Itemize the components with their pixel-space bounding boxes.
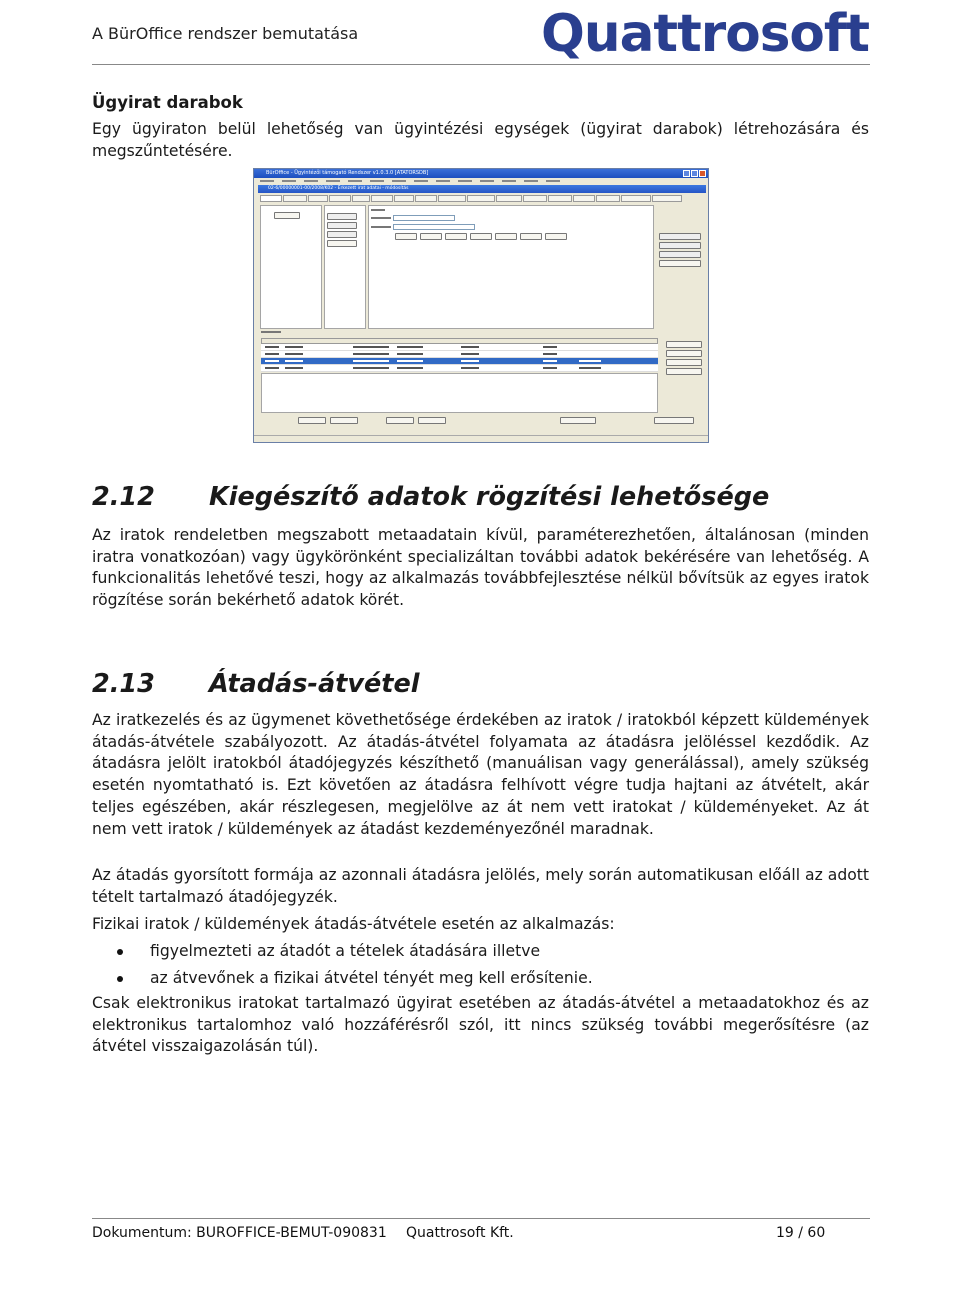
svg-text:Quattrosoft: Quattrosoft <box>541 4 870 64</box>
record-window-title-bar <box>258 185 706 193</box>
record-window-title: 02-6/00000001-00/2008/K02 - Érkezett irat adatai - módosítás <box>268 186 409 191</box>
paragraph-2-13-3: Fizikai iratok / küldemények átadás-átvétele esetén az alkalmazás: <box>92 915 615 933</box>
bullet-list <box>92 938 869 992</box>
list-item: az átvevőnek a fizikai átvétel tényét meg kell erősítenie. <box>92 965 869 992</box>
app-title: BürOffice - Ügyintézői támogató Rendszer v1.0.3.0 [ATATORSDB] <box>266 170 429 176</box>
bullet-icon <box>117 949 123 955</box>
app-title-bar <box>254 169 708 178</box>
table-row <box>261 358 658 365</box>
paragraph-2-13-1: Az iratkezelés és az ügymenet követhetősége érdekében az iratok / iratokból képzett küldemények átadás-átvétele szabályozott. Az átadás-átvétel folyamata az átadásra jelöléssel kezdődik. Az átadásra jelölt iratokból átadójegyzés készíthető (manuálisan vagy generálással), amely szükség esetén nyomtatható is. Ezt követően az átadásra felhívott végre tudja hajtani az átvételt, akár teljes egészében, akár részlegesen, megjelölve az át nem vett iratokat / küldeményeket. Az át nem vett iratok / küldemények az átadást kezdeményezőnél maradnak. <box>92 711 869 838</box>
left-tree-pane <box>260 205 322 329</box>
app-menu-bar <box>254 178 708 184</box>
heading-text: Átadás-átvétel <box>209 669 420 699</box>
section-heading-ugyirat: Ügyirat darabok <box>92 93 243 112</box>
table-row <box>261 351 658 358</box>
maximize-icon <box>691 170 698 177</box>
paragraph-2-13-2: Az átadás gyorsított formája az azonnali átadásra jelölés, mely során automatikusan előáll az adott tételt tartalmazó átadójegyzék. <box>92 866 869 906</box>
record-tabs <box>260 195 704 203</box>
list-item: figyelmezteti az átadót a tételek átadására illetve <box>92 938 869 965</box>
table-row <box>261 365 658 372</box>
table-row <box>261 344 658 351</box>
screenshot-button <box>274 212 300 219</box>
footer-document-id: Dokumentum: BUROFFICE-BEMUT-090831 <box>92 1225 387 1241</box>
heading-2-13 <box>92 669 420 699</box>
heading-2-12 <box>92 482 769 512</box>
paragraph-ugyirat: Egy ügyiraton belül lehetőség van ügyintézési egységek (ügyirat darabok) létrehozására és megszűntetésére. <box>92 120 869 160</box>
bullet-icon <box>117 976 123 982</box>
minimize-icon <box>683 170 690 177</box>
heading-number: 2.12 <box>92 482 155 512</box>
footer-company: Quattrosoft Kft. <box>406 1225 514 1241</box>
application-screenshot <box>253 168 709 443</box>
header-divider <box>92 64 870 65</box>
status-bar <box>254 435 708 442</box>
footer-divider <box>92 1218 870 1219</box>
heading-number: 2.13 <box>92 669 155 699</box>
header-title: A BürOffice rendszer bemutatása <box>92 24 359 43</box>
heading-text: Kiegészítő adatok rögzítési lehetősége <box>209 482 770 512</box>
paragraph-2-12: Az iratok rendeletben megszabott metaadatain kívül, paraméterezhetően, általánosan (minden iratra vonatkozóan) vagy ügykörönként specializáltan további adatok bekérésére van lehetőség. A funkcionalitás lehetővé teszi, hogy az alkalmazás továbbfejlesztése nélkül bővítsük az egyes iratok rögzítése során bekérhető adatok körét. <box>92 526 869 610</box>
quattrosoft-logo <box>541 2 871 64</box>
paragraph-2-13-4: Csak elektronikus iratokat tartalmazó ügyirat esetében az átadás-átvétel a metaadatokhoz és az elektronikus tartalomhoz való hozzáférésről szól, itt nincs szükség további megerősítésre (az átvétel visszaigazolásán túl). <box>92 994 869 1056</box>
footer-page-number: 19 / 60 <box>776 1225 826 1241</box>
grid-empty-area <box>261 373 658 413</box>
close-icon <box>699 170 706 177</box>
